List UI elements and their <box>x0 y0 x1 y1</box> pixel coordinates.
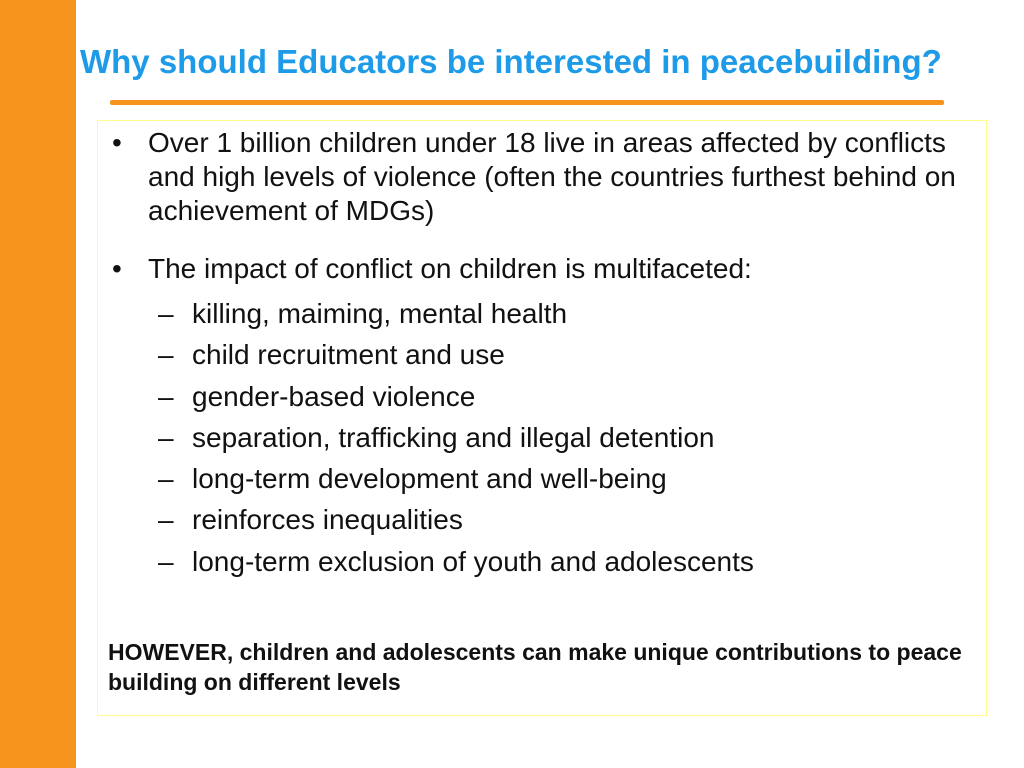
orange-side-bar <box>0 0 76 768</box>
sub-bullet-item <box>158 499 972 540</box>
bullet-text: The impact of conflict on children is multifaceted: <box>148 253 752 284</box>
sub-bullet-item <box>158 293 972 334</box>
sub-bullet-text: killing, maiming, mental health <box>192 298 568 329</box>
sub-bullet-text: reinforces inequalities <box>192 504 463 536</box>
bullet-dot-icon: • <box>112 253 122 284</box>
sub-bullet-text: gender-based violence <box>192 380 476 412</box>
dash-icon: – <box>158 421 174 453</box>
title-underline <box>110 100 944 105</box>
sub-bullet-item <box>158 417 972 458</box>
bullet-item <box>112 252 972 582</box>
sub-bullet-list <box>112 293 972 582</box>
footnote-text: HOWEVER, children and adolescents can make unique contributions to peace building on different levels <box>108 639 962 695</box>
dash-icon: – <box>158 339 174 371</box>
sub-bullet-item <box>158 334 972 375</box>
sub-bullet-text: long-term development and well-being <box>192 463 667 495</box>
sub-bullet-text: separation, trafficking and illegal detention <box>192 421 715 453</box>
sub-bullet-text: child recruitment and use <box>192 339 505 371</box>
sub-bullet-item <box>158 376 972 417</box>
sub-bullet-text: long-term exclusion of youth and adolescents <box>192 545 754 577</box>
bullet-item <box>112 126 972 228</box>
sub-bullet-item <box>158 541 972 582</box>
dash-icon: – <box>158 504 174 536</box>
slide-title: Why should Educators be interested in peacebuilding? <box>80 43 942 80</box>
dash-icon: – <box>158 545 174 577</box>
bullet-dot-icon: • <box>112 127 122 158</box>
dash-icon: – <box>158 380 174 412</box>
dash-icon: – <box>158 463 174 495</box>
content-box <box>97 120 987 716</box>
dash-icon: – <box>158 298 174 329</box>
sub-bullet-item <box>158 458 972 499</box>
bullet-text: Over 1 billion children under 18 live in areas affected by conflicts and high levels of violence (often the countries furthest behind on achievement of MDGs) <box>148 127 956 226</box>
